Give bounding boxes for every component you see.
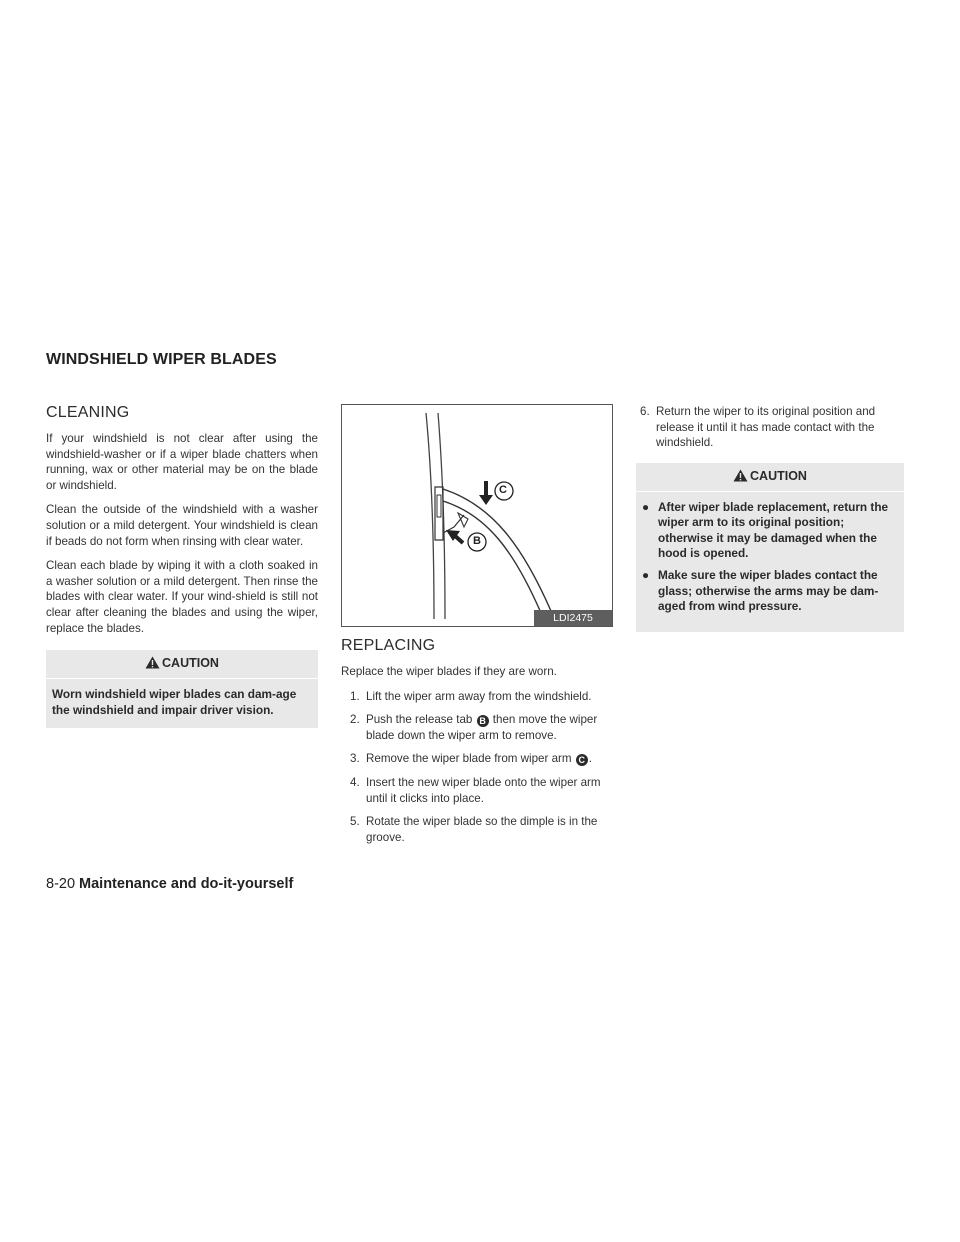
warning-triangle-icon <box>145 656 160 672</box>
step-4: 4. Insert the new wiper blade onto the wiper arm until it clicks into place. <box>350 775 601 805</box>
caution-item-1: ● After wiper blade replacement, return the wiper arm to its original position; otherwise it may be damaged when the hood is opened. <box>642 499 889 560</box>
caution-box-worn-blades <box>46 650 318 728</box>
step-1: 1. Lift the wiper arm away from the windshield. <box>350 689 592 703</box>
caution-title: CAUTION <box>750 468 807 483</box>
caution-box-replacement <box>636 463 904 632</box>
caution-text: Worn windshield wiper blades can dam-age the windshield and impair driver vision. <box>52 687 297 717</box>
page-number: 8-20 <box>46 876 76 892</box>
caution-header <box>636 463 904 491</box>
warning-triangle-icon <box>733 469 748 485</box>
figure-code: LDI2475 <box>534 610 612 626</box>
step-6: 6. Return the wiper to its original position and release it until it has made contact with the windshield. <box>640 405 876 450</box>
caution-list <box>642 500 898 615</box>
figure-label-b: B <box>473 535 481 547</box>
figure-label-c: C <box>499 484 507 496</box>
column-replacing <box>341 404 613 853</box>
step-2: 2. Push the release tab B then move the wiper blade down the wiper arm to remove. <box>350 713 598 742</box>
step-5: 5. Rotate the wiper blade so the dimple is in the groove. <box>350 815 598 844</box>
caution-divider <box>636 491 904 492</box>
caution-header <box>46 650 318 678</box>
bullet-icon: ● <box>642 499 650 514</box>
replacing-steps-continued <box>636 404 904 451</box>
callout-c-icon: C <box>576 754 588 766</box>
replacing-steps <box>341 689 613 846</box>
replacing-heading: REPLACING <box>341 637 436 654</box>
replacing-intro: Replace the wiper blades if they are worn. <box>341 665 557 678</box>
wiper-illustration <box>342 405 612 626</box>
cleaning-heading: CLEANING <box>46 404 130 421</box>
wiper-figure <box>341 404 613 627</box>
column-continued <box>636 404 904 632</box>
cleaning-paragraph-2: Clean the outside of the windshield with a washer solution or a mild detergent. Your windshield is clean if beads do not form when rinsing with clear water. <box>46 503 318 548</box>
bullet-icon: ● <box>642 568 650 583</box>
cleaning-paragraph-1: If your windshield is not clear after using the windshield-washer or if a wiper blade chatters when running, wax or other material may be on the blade or windshield. <box>46 432 318 492</box>
cleaning-paragraph-3: Clean each blade by wiping it with a cloth soaked in a washer solution or a mild detergent. Then rinse the blades with clear water. If your wind-shield is still not clear after cleaning the blades and using the wiper, replace the blades. <box>46 559 318 635</box>
section-title: WINDSHIELD WIPER BLADES <box>46 351 277 368</box>
column-cleaning <box>46 404 318 728</box>
chapter-title: Maintenance and do-it-yourself <box>79 876 294 892</box>
page-footer <box>46 876 293 892</box>
caution-item-2: ● Make sure the wiper blades contact the glass; otherwise the arms may be dam-aged from wind pressure. <box>642 568 879 614</box>
caution-title: CAUTION <box>162 656 219 671</box>
caution-divider <box>46 678 318 679</box>
step-3: 3. Remove the wiper blade from wiper arm C . <box>350 752 593 766</box>
callout-b-icon: B <box>477 715 489 727</box>
